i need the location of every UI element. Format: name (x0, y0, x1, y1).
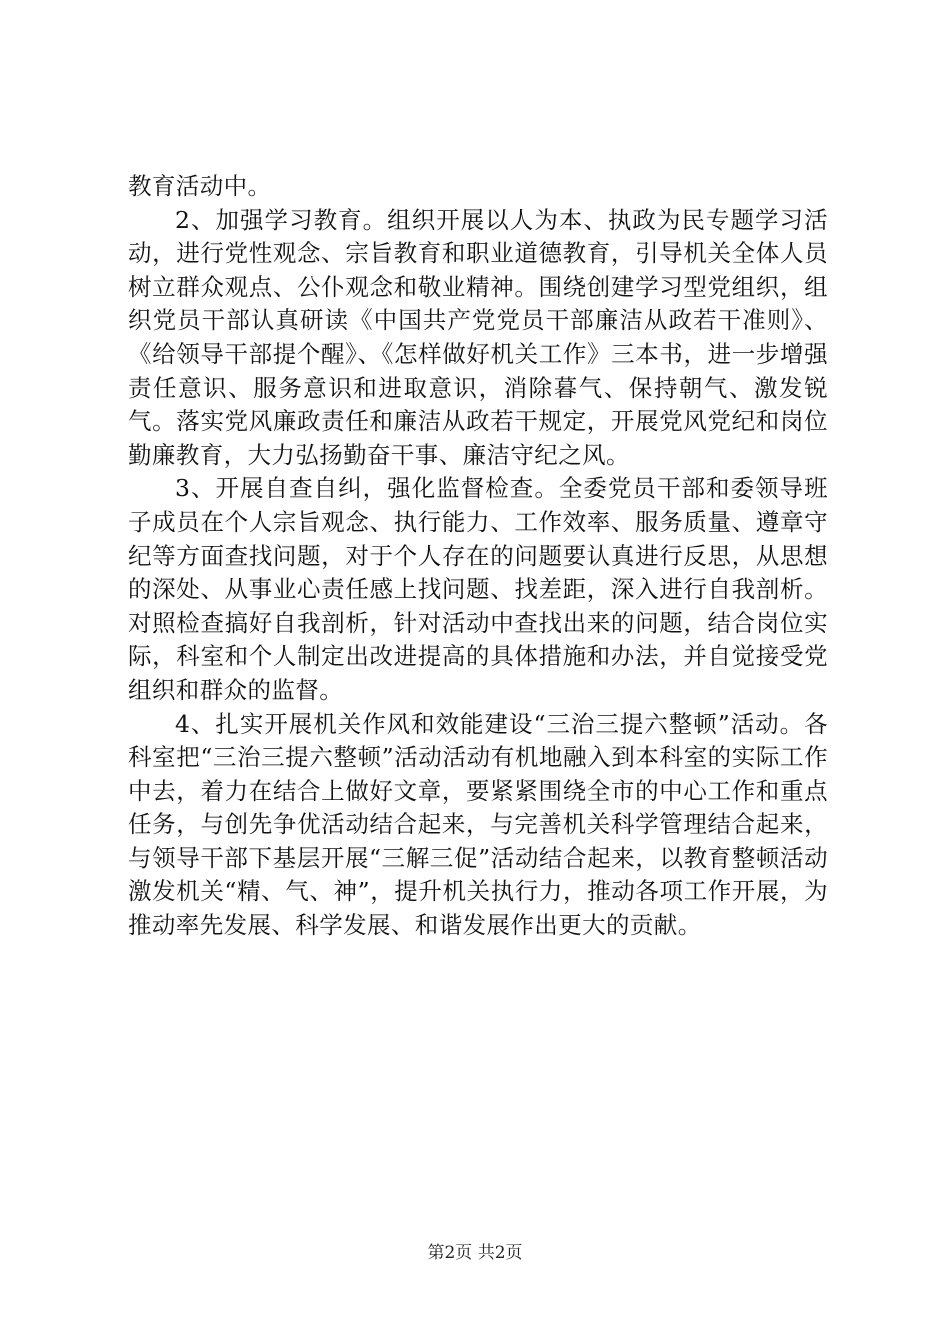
document-body (128, 170, 828, 943)
paragraph-continuation: 教育活动中。 (128, 172, 272, 200)
paragraph-item-3: 3、开展自查自纠，强化监督检查。全委党员干部和委领导班子成员在个人宗旨观念、执行能力、工作效率、服务质量、遵章守纪等方面查找问题，对于个人存在的问题要认真进行反思，从思想的深处、从事业心责任感上找问题、找差距，深入进行自我剖析。对照检查搞好自我剖析，针对活动中查找出来的问题，结合岗位实际，科室和个人制定出改进提高的具体措施和办法，并自觉接受党组织和群众的监督。 (128, 474, 828, 704)
paragraph-item-4: 4、扎实开展机关作风和效能建设“三治三提六整顿”活动。各科室把“三治三提六整顿”活动活动有机地融入到本科室的实际工作中去，着力在结合上做好文章，要紧紧围绕全市的中心工作和重点任务，与创先争优活动结合起来，与完善机关科学管理结合起来，与领导干部下基层开展“三解三促”活动结合起来，以教育整顿活动激发机关“精、气、神”，提升机关执行力，推动各项工作开展，为推动率先发展、科学发展、和谐发展作出更大的贡献。 (128, 709, 828, 940)
paragraph-item-2: 2、加强学习教育。组织开展以人为本、执政为民专题学习活动，进行党性观念、宗旨教育和职业道德教育，引导机关全体人员树立群众观点、公仆观念和敬业精神。围绕创建学习型党组织，组织党员干部认真研读《中国共产党党员干部廉洁从政若干准则》、《给领导干部提个醒》、《怎样做好机关工作》三本书，进一步增强责任意识、服务意识和进取意识，消除暮气、保持朝气、激发锐气。落实党风廉政责任和廉洁从政若干规定，开展党风党纪和岗位勤廉教育，大力弘扬勤奋干事、廉洁守纪之风。 (128, 205, 828, 469)
page-number-footer: 第2页 共2页 (427, 1243, 523, 1263)
